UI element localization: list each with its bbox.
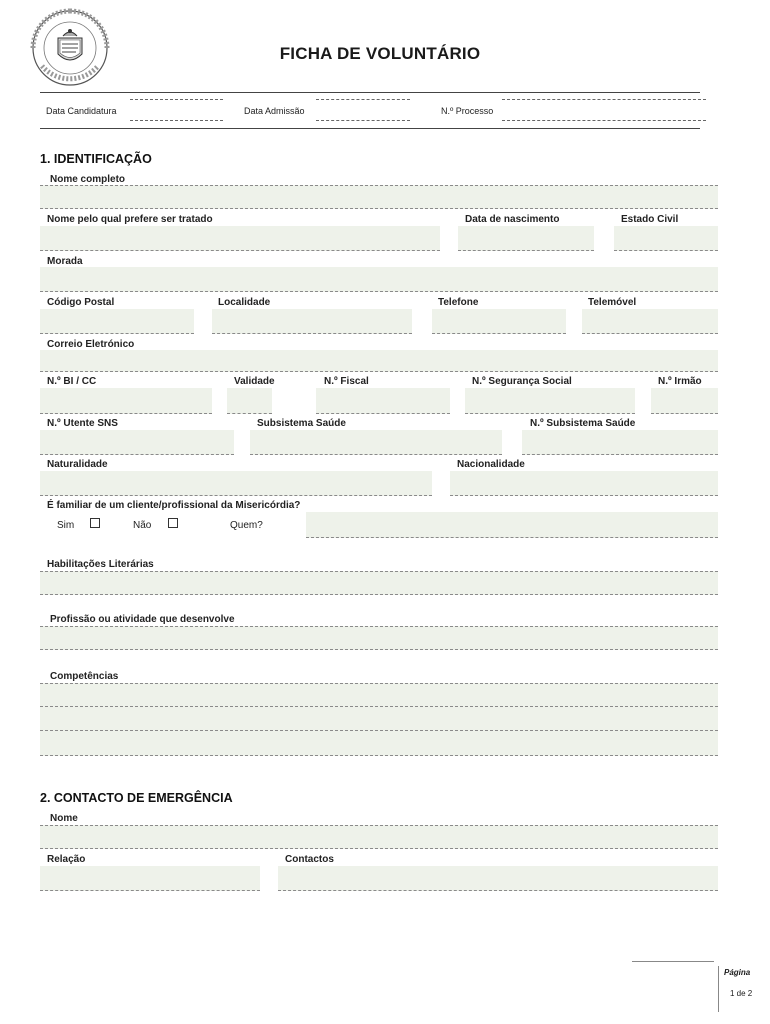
data-nascimento-label: Data de nascimento	[465, 214, 560, 225]
habilitacoes-field[interactable]	[40, 571, 718, 595]
validade-field[interactable]	[227, 388, 272, 414]
nacionalidade-label: Nacionalidade	[457, 459, 525, 470]
data-candidatura-field[interactable]	[130, 120, 223, 121]
emergencia-nome-label: Nome	[50, 813, 78, 824]
profissao-field[interactable]	[40, 626, 718, 650]
subsistema-field[interactable]	[250, 430, 502, 455]
naturalidade-field[interactable]	[40, 471, 432, 496]
morada-field[interactable]	[40, 267, 718, 292]
subsistema-label: Subsistema Saúde	[257, 418, 346, 429]
validade-label: Validade	[234, 376, 275, 387]
nome-tratado-label: Nome pelo qual prefere ser tratado	[47, 214, 213, 225]
emergencia-nome-field[interactable]	[40, 825, 718, 849]
utente-sns-label: N.º Utente SNS	[47, 418, 118, 429]
n-processo-label: N.º Processo	[441, 106, 494, 116]
data-admissao-label: Data Admissão	[244, 106, 305, 116]
utente-sns-field[interactable]	[40, 430, 234, 455]
bi-cc-field[interactable]	[40, 388, 212, 414]
seg-social-label: N.º Segurança Social	[472, 376, 572, 387]
n-processo-line-top	[502, 99, 706, 100]
header-bottom-line	[40, 128, 700, 129]
profissao-label: Profissão ou atividade que desenvolve	[50, 614, 235, 625]
data-admissao-field[interactable]	[316, 120, 410, 121]
quem-label: Quem?	[230, 520, 263, 531]
localidade-field[interactable]	[212, 309, 412, 334]
telefone-label: Telefone	[438, 297, 479, 308]
n-processo-field[interactable]	[502, 120, 706, 121]
data-nascimento-field[interactable]	[458, 226, 594, 251]
page-title: FICHA DE VOLUNTÁRIO	[279, 44, 481, 63]
data-admissao-line-top	[316, 99, 410, 100]
familiar-label: É familiar de um cliente/profissional da Misericórdia?	[47, 500, 301, 511]
morada-label: Morada	[47, 256, 83, 267]
contactos-field[interactable]	[278, 866, 718, 891]
nome-tratado-field[interactable]	[40, 226, 440, 251]
correio-field[interactable]	[40, 350, 718, 372]
quem-field[interactable]	[306, 512, 718, 538]
relacao-label: Relação	[47, 854, 86, 865]
irmao-label: N.º Irmão	[658, 376, 702, 387]
nome-completo-field[interactable]	[40, 185, 718, 209]
sim-label: Sim	[57, 520, 75, 531]
codigo-postal-label: Código Postal	[47, 297, 115, 308]
codigo-postal-field[interactable]	[40, 309, 194, 334]
nao-checkbox[interactable]	[168, 518, 178, 528]
contactos-label: Contactos	[285, 854, 334, 865]
nome-completo-label: Nome completo	[50, 174, 126, 185]
telefone-field[interactable]	[432, 309, 566, 334]
estado-civil-label: Estado Civil	[621, 214, 679, 225]
competencias-field-2[interactable]	[40, 707, 718, 731]
n-subsistema-label: N.º Subsistema Saúde	[530, 418, 636, 429]
section-emergencia-heading: 2. CONTACTO DE EMERGÊNCIA	[40, 791, 233, 805]
habilitacoes-label: Habilitações Literárias	[47, 559, 154, 570]
nacionalidade-field[interactable]	[450, 471, 718, 496]
competencias-label: Competências	[50, 671, 119, 682]
footer-divider	[718, 966, 719, 1012]
section-identificacao-heading: 1. IDENTIFICAÇÃO	[40, 152, 152, 166]
correio-label: Correio Eletrónico	[47, 339, 135, 350]
fiscal-field[interactable]	[316, 388, 450, 414]
competencias-field-1[interactable]	[40, 683, 718, 707]
naturalidade-label: Naturalidade	[47, 459, 108, 470]
footer-page-number: 1 de 2	[730, 989, 753, 998]
data-candidatura-label: Data Candidatura	[46, 106, 117, 116]
data-candidatura-line-top	[130, 99, 223, 100]
sim-checkbox[interactable]	[90, 518, 100, 528]
relacao-field[interactable]	[40, 866, 260, 891]
irmao-field[interactable]	[651, 388, 718, 414]
estado-civil-field[interactable]	[614, 226, 718, 251]
telemovel-label: Telemóvel	[588, 297, 637, 308]
n-subsistema-field[interactable]	[522, 430, 718, 455]
fiscal-label: N.º Fiscal	[324, 376, 369, 387]
telemovel-field[interactable]	[582, 309, 718, 334]
footer-pagina: Página	[724, 968, 751, 977]
bi-cc-label: N.º BI / CC	[47, 376, 97, 387]
nao-label: Não	[133, 520, 152, 531]
competencias-field-3[interactable]	[40, 731, 718, 756]
footer-line	[632, 961, 714, 962]
seg-social-field[interactable]	[465, 388, 635, 414]
header-top-line	[40, 92, 700, 93]
localidade-label: Localidade	[218, 297, 271, 308]
